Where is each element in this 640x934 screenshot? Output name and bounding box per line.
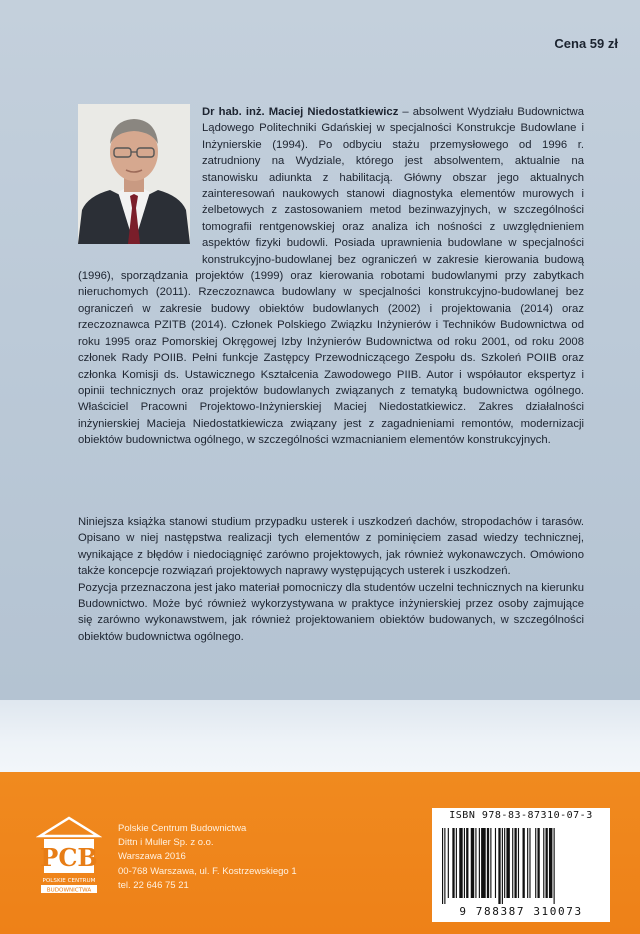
barcode-bar [442, 828, 443, 904]
barcode-bar [518, 828, 519, 898]
publisher-line: Warszawa 2016 [118, 851, 186, 863]
isbn-label: ISBN 978-83-87310-07-3 [449, 810, 593, 821]
book-description [78, 514, 584, 645]
barcode-bar [444, 828, 445, 904]
barcode-bar [452, 828, 454, 898]
publisher-line: 00-768 Warszawa, ul. F. Kostrzewskiego 1 [118, 865, 297, 877]
author-name: Dr hab. inż. Maciej Niedostatkiewicz [202, 106, 399, 118]
price-label: Cena 59 zł [554, 36, 618, 51]
ean-number: 9 788387 310073 [459, 905, 583, 918]
light-band [0, 700, 640, 772]
barcode-bar [554, 828, 555, 904]
barcode-bar [456, 828, 457, 898]
description-paragraph: Pozycja przeznaczona jest jako materiał pomocniczy dla studentów uczelni technicznych na kierunku Budownictwo. Może być również wykorzystywana w praktyce inżynierskiej przez osoby zajmujące się zarówno wykonawstwem, jak również projektowaniem obiektów budowanych, w szczególności obiektów budownictwa ogólnego. [78, 581, 584, 643]
barcode-bar [479, 828, 480, 898]
publisher-line: tel. 22 646 75 21 [118, 879, 189, 891]
barcode-bars [440, 828, 602, 904]
barcode-bar [506, 828, 509, 898]
barcode-bar [504, 828, 505, 898]
logo-caption-2: BUDOWNICTWA [46, 887, 92, 894]
barcode-bar [543, 828, 544, 898]
barcode-bar [475, 828, 476, 898]
barcode-bar [514, 828, 516, 898]
barcode-bar [495, 828, 496, 898]
publisher-info [118, 822, 297, 893]
barcode-bar [523, 828, 525, 898]
barcode-bar [498, 828, 500, 904]
author-bio-text: – absolwent Wydziału Budownictwa Lądowego Politechniki Gdańskiej w specjalności Konstrukcje Budowlane i Inżynierskie (1994). Po odbyciu stażu przemysłowego od 1996 r. zatrudniony na Wydziale, którego jest absolwentem, aktualnie na stanowisku adiunkta z habilitacją. Główny obszar jego aktualnych zainteresowań naukowych stanowi diagnostyka elementów murowych i żelbetowych z zastosowaniem metod bezinwazyjnych, w szczególności tomografii rentgenowskiej oraz analiza ich nośności z uwzględnieniem aspektów fizyki budowli. Posiada uprawnienia budowlane w specjalności konstrukcyjno-budowlanej bez ograniczeń w zakresie kierowania budową (1996), sporządzania projektów (1999) oraz kierowania robotami budowlanymi przy zabytkach nieruchomych (2011). Rzeczoznawca budowlany w specjalności konstrukcyjno-budowlanej bez ograniczeń w zakresie budowy obiektów budowlanych (2002) i projektowania (2014) oraz rzeczoznawca PZITB (2014). Członek Polskiego Związku Inżynierów i Techników Budownictwa od roku 1995 oraz Pomorskiej Okręgowej Izby Inżynierów Budownictwa od roku 2001, od roku 2008 członek Rady POIIB. Pełni funkcje Zastępcy Przewodniczącego Zespołu ds. Szkoleń POIIB oraz członka Komisji ds. Ustawicznego Kształcenia Zawodowego PIIB. Autor i współautor ekspertyz i opinii technicznych oraz projektów budowlanych związanych z tematyką budownictwa ogólnego. Właściciel Pracowni Projektowo-Inżynierskiej Maciej Niedostatkiewicz. Zakres działalności inżynierskiej Macieja Niedostatkiewicza związany jest z zagadnieniami remontów, modernizacji obiektów budownictwa ogólnego, w szczególności wzmacnianiem elementów konstrukcyjnych. [78, 106, 584, 447]
barcode-bar [487, 828, 489, 898]
barcode-bar [529, 828, 530, 898]
barcode-bar [471, 828, 474, 898]
publisher-logo [36, 814, 102, 894]
barcode-bar [466, 828, 468, 898]
barcode-bar [535, 828, 536, 898]
barcode-bar [502, 828, 503, 904]
barcode-bar [481, 828, 486, 898]
publisher-line: Dittn i Muller Sp. z o.o. [118, 837, 214, 849]
barcode-bar [490, 828, 491, 898]
author-bio [78, 104, 584, 449]
publisher-line: Polskie Centrum Budownictwa [118, 823, 247, 834]
barcode-bar [464, 828, 465, 898]
barcode-bar [546, 828, 548, 898]
logo-letters: PCB [40, 843, 98, 872]
barcode-bar [527, 828, 528, 898]
barcode-bar [537, 828, 539, 898]
barcode-bar [448, 828, 449, 898]
barcode-bar [549, 828, 552, 898]
barcode-bar [459, 828, 462, 898]
barcode-bar [512, 828, 513, 898]
barcode [432, 808, 610, 922]
description-paragraph: Niniejsza książka stanowi studium przypadku usterek i uszkodzeń dachów, stropodachów i tarasów. Opisano w niej następstwa realizacji tych elementów z pominięciem zasad wiedzy technicznej, wynikające z błędów i niedociągnięć zarówno projektowych, jak również wykonawczych. Omówiono także koncepcje rozwiązań projektowych naprawy występujących usterek i uszkodzeń. [78, 516, 584, 578]
logo-caption-1: POLSKIE CENTRUM [42, 878, 96, 884]
